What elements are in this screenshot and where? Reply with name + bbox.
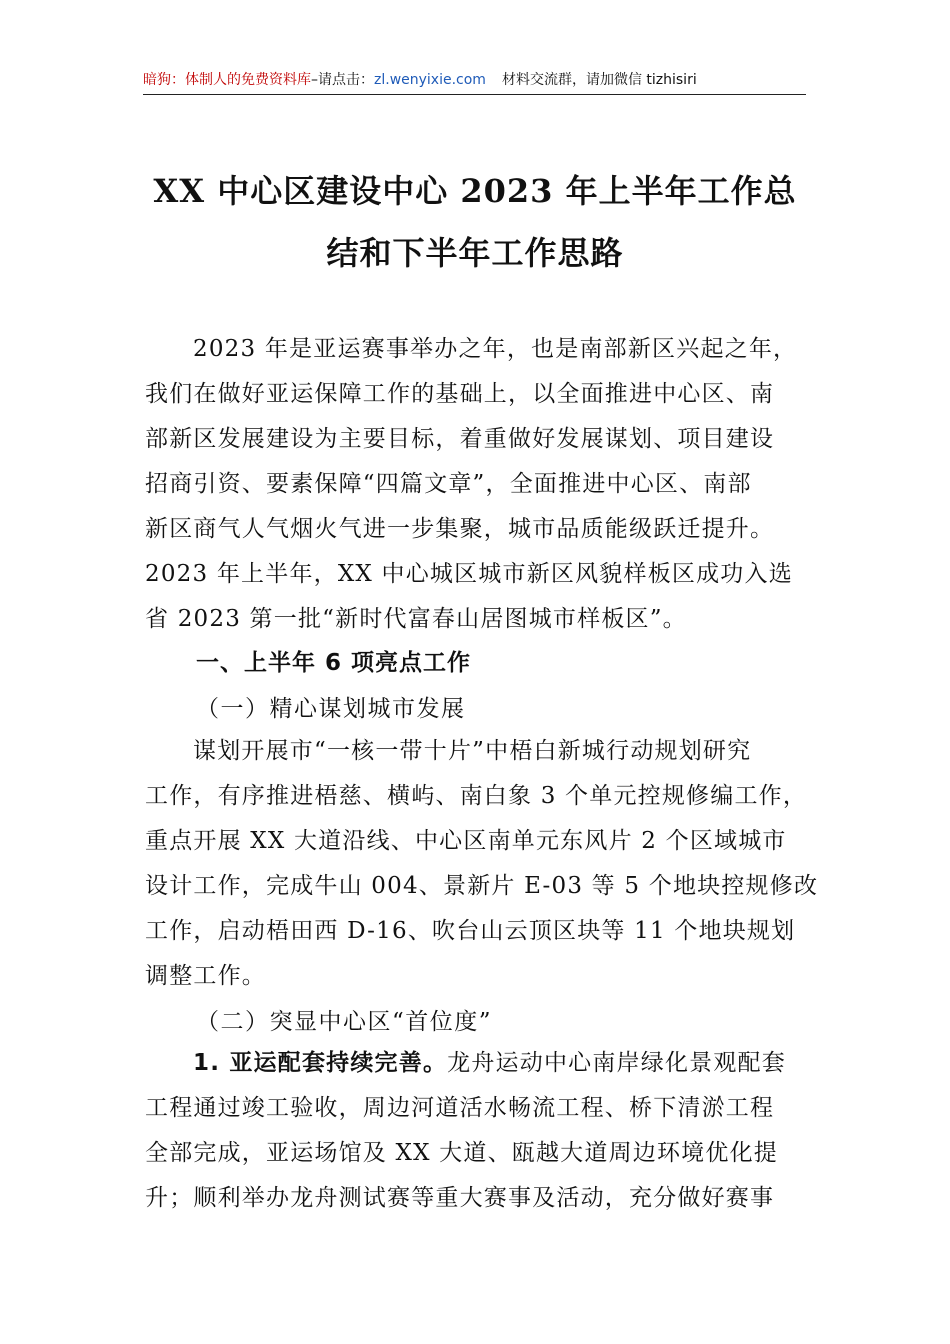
paragraph-line [145, 1041, 809, 1086]
item-text: 龙舟运动中心南岸绿化景观配套 [447, 1050, 786, 1076]
intro-line: 新区商气人气烟火气进一步集聚，城市品质能级跃迁提升。 [145, 516, 775, 542]
header-prompt: –请点击： [311, 72, 374, 88]
intro-line: 部新区发展建设为主要目标，着重做好发展谋划、项目建设 [145, 426, 775, 452]
document-title-line-2: 结和下半年工作思路 [326, 234, 624, 272]
paragraph-line: 设计工作，完成牛山 004、景新片 E-03 等 5 个地块控规修改 [145, 873, 819, 899]
subsection-heading-2: （二）突显中心区“首位度” [196, 1009, 493, 1035]
paragraph-line: 工作，启动梧田西 D-16、吹台山云顶区块等 11 个地块规划 [145, 918, 796, 944]
intro-line: 2023 年是亚运赛事举办之年，也是南部新区兴起之年， [193, 336, 798, 362]
paragraph-line: 谋划开展市“一核一带十片”中梧白新城行动规划研究 [193, 738, 752, 764]
header-contact: 材料交流群，请加微信 tizhisiri [501, 72, 697, 88]
subsection-1-paragraph [145, 729, 819, 999]
subsection-heading-1: （一）精心谋划城市发展 [196, 696, 466, 722]
intro-line: 2023 年上半年，XX 中心城区城市新区风貌样板区成功入选 [145, 561, 793, 587]
intro-line: 我们在做好亚运保障工作的基础上，以全面推进中心区、南 [145, 381, 775, 407]
header-url-link[interactable]: zl.wenyixie.com [374, 72, 486, 88]
paragraph-line: 工程通过竣工验收，周边河道活水畅流工程、桥下清淤工程 [145, 1095, 775, 1121]
document-title-line-1: XX 中心区建设中心 2023 年上半年工作总 [153, 172, 797, 210]
paragraph-line: 调整工作。 [145, 963, 266, 989]
header-brand: 暗狗：体制人的免费资料库 [143, 72, 311, 88]
paragraph-line: 工作，有序推进梧慈、横屿、南白象 3 个单元控规修编工作， [145, 783, 808, 809]
page-header [143, 66, 806, 95]
paragraph-line: 重点开展 XX 大道沿线、中心区南单元东风片 2 个区域城市 [145, 828, 787, 854]
intro-line: 招商引资、要素保障“四篇文章”，全面推进中心区、南部 [145, 471, 752, 497]
paragraph-line: 全部完成，亚运场馆及 XX 大道、瓯越大道周边环境优化提 [145, 1140, 778, 1166]
intro-line: 省 2023 第一批“新时代富春山居图城市样板区”。 [145, 606, 687, 632]
section-heading-1: 一、上半年 6 项亮点工作 [196, 650, 472, 676]
intro-paragraph [145, 327, 809, 642]
paragraph-line: 升；顺利举办龙舟测试赛等重大赛事及活动，充分做好赛事 [145, 1185, 775, 1211]
subsection-2-paragraph [145, 1041, 809, 1221]
item-lead: 1. 亚运配套持续完善。 [193, 1050, 448, 1076]
